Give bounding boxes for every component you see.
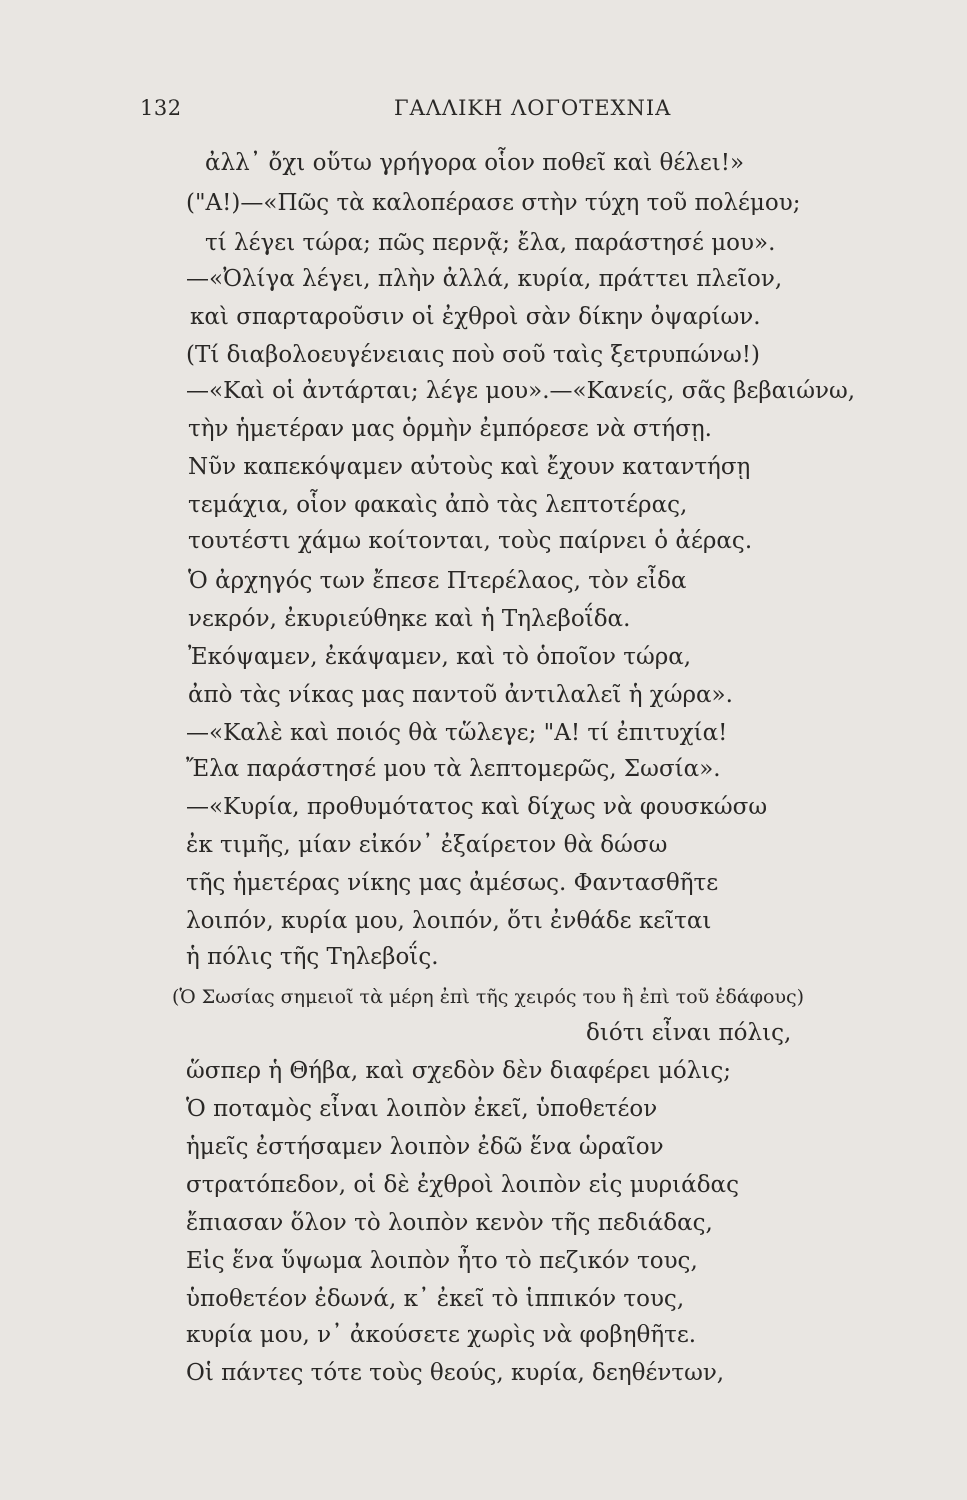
text-line: Εἰς ἕνα ὕψωμα λοιπὸν ἦτο τὸ πεζικόν τους, xyxy=(186,1248,698,1274)
text-line: Νῦν καπεκόψαμεν αὐτοὺς καὶ ἔχουν καταντήσῃ xyxy=(188,454,751,480)
page-number: 132 xyxy=(140,96,182,120)
text-line: καὶ σπαρταροῦσιν οἱ ἐχθροὶ σὰν δίκην ὀψαρίων. xyxy=(190,304,761,330)
text-line: Ὁ ἀρχηγός των ἔπεσε Πτερέλαος, τὸν εἶδα xyxy=(188,568,687,594)
text-line: —«Κυρία, προθυμότατος καὶ δίχως νὰ φουσκώσω xyxy=(186,794,768,820)
text-line: τὴν ἡμετέραν μας ὁρμὴν ἐμπόρεσε νὰ στήσῃ. xyxy=(188,416,712,442)
text-line: Ἐκόψαμεν, ἐκάψαμεν, καὶ τὸ ὁποῖον τώρα, xyxy=(188,644,692,670)
text-line: ὑποθετέον ἐδωνά, κ᾽ ἐκεῖ τὸ ἱππικόν τους, xyxy=(186,1286,685,1312)
text-line: —«Καλὲ καὶ ποιός θὰ τὥλεγε; "Α! τί ἐπιτυχία! xyxy=(186,720,728,746)
text-line: Ὁ ποταμὸς εἶναι λοιπὸν ἐκεῖ, ὑποθετέον xyxy=(186,1096,658,1122)
text-line: ἡ πόλις τῆς Τηλεβοΐς. xyxy=(186,944,439,970)
text-line: —«Καὶ οἱ ἀντάρται; λέγε μου».—«Κανείς, σᾶς βεβαιώνω, xyxy=(186,378,856,404)
text-line: τεμάχια, οἷον φακαὶς ἀπὸ τὰς λεπτοτέρας, xyxy=(188,492,688,518)
text-line: Οἱ πάντες τότε τοὺς θεούς, κυρία, δεηθέντων, xyxy=(186,1360,725,1386)
text-line: νεκρόν, ἐκυριεύθηκε καὶ ἡ Τηλεβοΐδα. xyxy=(188,606,631,632)
running-title: ΓΑΛΛΙΚΗ ΛΟΓΟΤΕΧΝΙΑ xyxy=(394,96,672,120)
text-line: ἔπιασαν ὅλον τὸ λοιπὸν κενὸν τῆς πεδιάδας, xyxy=(186,1210,713,1236)
text-line: διότι εἶναι πόλις, xyxy=(586,1020,792,1046)
text-line: —«Ὀλίγα λέγει, πλὴν ἀλλά, κυρία, πράττει πλεῖον, xyxy=(186,266,783,292)
text-line: ἡμεῖς ἐστήσαμεν λοιπὸν ἐδῶ ἕνα ὡραῖον xyxy=(186,1134,664,1160)
text-line: τῆς ἡμετέρας νίκης μας ἀμέσως. Φαντασθῆτε xyxy=(186,870,719,896)
text-line: Ἔλα παράστησέ μου τὰ λεπτομερῶς, Σωσία». xyxy=(186,756,721,782)
text-line: κυρία μου, ν᾽ ἀκούσετε χωρὶς νὰ φοβηθῆτε. xyxy=(186,1322,697,1348)
stage-direction: (Ὁ Σωσίας σημειοῖ τὰ μέρη ἐπὶ τῆς χειρός του ἢ ἐπὶ τοῦ ἐδάφους) xyxy=(172,986,805,1008)
text-line: λοιπόν, κυρία μου, λοιπόν, ὅτι ἐνθάδε κεῖται xyxy=(186,908,712,934)
text-line: τί λέγει τώρα; πῶς περνᾷ; ἔλα, παράστησέ μου». xyxy=(205,230,776,256)
text-line: τουτέστι χάμω κοίτονται, τοὺς παίρνει ὁ ἀέρας. xyxy=(188,528,753,554)
text-line: ("Α!)—«Πῶς τὰ καλοπέρασε στὴν τύχη τοῦ πολέμου; xyxy=(186,190,801,216)
text-line: στρατόπεδον, οἱ δὲ ἐχθροὶ λοιπὸν εἰς μυριάδας xyxy=(186,1172,739,1198)
text-line: (Τί διαβολοευγένειαις ποὺ σοῦ ταὶς ξετρυπώνω!) xyxy=(186,342,761,368)
text-line: ἀλλ᾽ ὄχι οὕτω γρήγορα οἷον ποθεῖ καὶ θέλει!» xyxy=(205,150,745,176)
text-line: ἀπὸ τὰς νίκας μας παντοῦ ἀντιλαλεῖ ἡ χώρα». xyxy=(188,682,733,708)
text-line: ὥσπερ ἡ Θήβα, καὶ σχεδὸν δὲν διαφέρει μόλις; xyxy=(186,1058,731,1084)
text-line: ἐκ τιμῆς, μίαν εἰκόν᾽ ἐξαίρετον θὰ δώσω xyxy=(186,832,668,858)
